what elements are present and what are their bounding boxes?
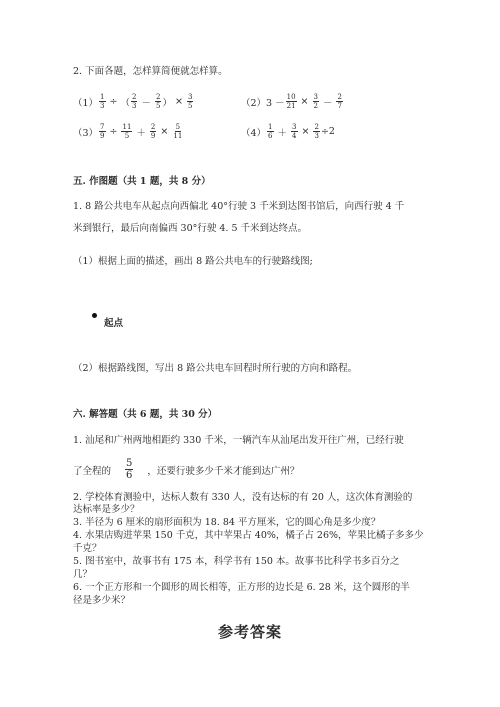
section5-title: 五. 作图题（共 1 题，共 8 分） bbox=[73, 176, 211, 187]
q1-suffix: ，还要行驶多少千米才能到达广州？ bbox=[147, 465, 300, 477]
fraction: $\frac{3}{5}$ bbox=[187, 93, 193, 110]
q2-item3 bbox=[73, 123, 184, 140]
s6-q6-line1: 6. 一个正方形和一个圆形的周长相等，正方形的边长是 6. 28 米，这个圆形的半 bbox=[73, 582, 410, 593]
s6-q6-line2: 径是多少米？ bbox=[73, 595, 131, 606]
s5-sub1: （1）根据上面的描述，画出 8 路公共电车的行驶路线图; bbox=[73, 256, 313, 267]
fraction: $\frac{7}{9}$ bbox=[100, 123, 105, 140]
item-label: （1） bbox=[73, 97, 99, 109]
fraction: $\frac{5}{11}$ bbox=[173, 123, 183, 140]
paren-close: ） bbox=[162, 97, 172, 109]
operator: － bbox=[141, 97, 151, 109]
fraction: $\frac{2}{5}$ bbox=[155, 93, 161, 110]
s5-q1-line2: 米到银行，最后向南偏西 30°行驶 4. 5 千米到达终点。 bbox=[73, 223, 308, 234]
item-label: （3） bbox=[73, 127, 99, 139]
fraction: $\frac{2}{3}$ bbox=[314, 123, 319, 140]
operator: － bbox=[322, 97, 333, 109]
operator: × bbox=[301, 126, 310, 137]
q2-item2 bbox=[241, 93, 344, 110]
fraction: $\frac{2}{9}$ bbox=[150, 123, 156, 140]
fraction: $\frac{2}{3}$ bbox=[132, 93, 137, 110]
operator: ＋ bbox=[277, 127, 288, 139]
operator: ＋ bbox=[136, 127, 146, 139]
fraction: $\frac{5}{6}$ bbox=[126, 458, 133, 481]
fraction: $\frac{1}{3}$ bbox=[100, 93, 105, 110]
operator: ÷ bbox=[109, 96, 118, 107]
section6-title: 六. 解答题（共 6 题，共 30 分） bbox=[73, 409, 218, 420]
q2-item1 bbox=[73, 93, 194, 110]
s6-q2-line1: 2. 学校体育测验中，达标人数有 330 人，没有达标的有 20 人，这次体育测验的 bbox=[73, 492, 413, 503]
q2-item4 bbox=[241, 123, 335, 140]
start-label: 起点 bbox=[104, 318, 124, 329]
s6-q5-line2: 几？ bbox=[73, 569, 93, 580]
q2-heading: 2. 下面各题，怎样算简便就怎样算。 bbox=[73, 66, 228, 77]
operator: × bbox=[160, 126, 169, 137]
answers-title: 参考答案 bbox=[217, 623, 282, 641]
s6-q3-line1: 3. 半径为 6 厘米的扇形面积为 18. 84 平方厘米，它的圆心角是多少度？ bbox=[73, 517, 381, 528]
s6-q2-line2: 达标率是多少？ bbox=[73, 504, 140, 515]
q1-prefix: 了全程的 bbox=[73, 465, 112, 477]
s6-q4-line2: 千克？ bbox=[73, 543, 102, 554]
operator: × bbox=[174, 96, 183, 107]
fraction: $\frac{1}{6}$ bbox=[268, 123, 273, 140]
operator: × bbox=[300, 96, 309, 107]
s6-q1-line1: 1. 汕尾和广州两地相距约 330 千米，一辆汽车从汕尾出发开往广州，已经行驶 bbox=[73, 435, 404, 446]
fraction: $\frac{10}{21}$ bbox=[286, 93, 296, 110]
item-label: （4） bbox=[241, 127, 267, 139]
fraction: $\frac{3}{2}$ bbox=[313, 93, 318, 110]
fraction: $\frac{3}{4}$ bbox=[292, 123, 297, 140]
s6-q4-line1: 4. 水果店购进苹果 150 千克，其中苹果占 40%，橘子占 26%，苹果比橘子多多少 bbox=[73, 530, 424, 541]
item-label: （2）3 － bbox=[241, 97, 285, 109]
fraction: $\frac{11}{5}$ bbox=[122, 123, 132, 140]
s5-sub2: （2）根据路线图，写出 8 路公共电车回程时所行驶的方向和路程。 bbox=[73, 363, 358, 374]
fraction: $\frac{2}{7}$ bbox=[337, 93, 342, 110]
paren-open: （ bbox=[120, 97, 130, 109]
tail-text: ÷2 bbox=[320, 126, 335, 137]
s6-q5-line1: 5. 图书室中，故事书有 175 本，科学书有 150 本。故事书比科学书多百分之 bbox=[73, 556, 400, 567]
s6-q1-line2 bbox=[73, 458, 299, 481]
start-point-dot bbox=[92, 313, 97, 318]
operator: ÷ bbox=[109, 126, 118, 137]
s5-q1-line1: 1. 8 路公共电车从起点向西偏北 40°行驶 3 千米到达图书馆后，向西行驶 4 千 bbox=[73, 201, 405, 212]
